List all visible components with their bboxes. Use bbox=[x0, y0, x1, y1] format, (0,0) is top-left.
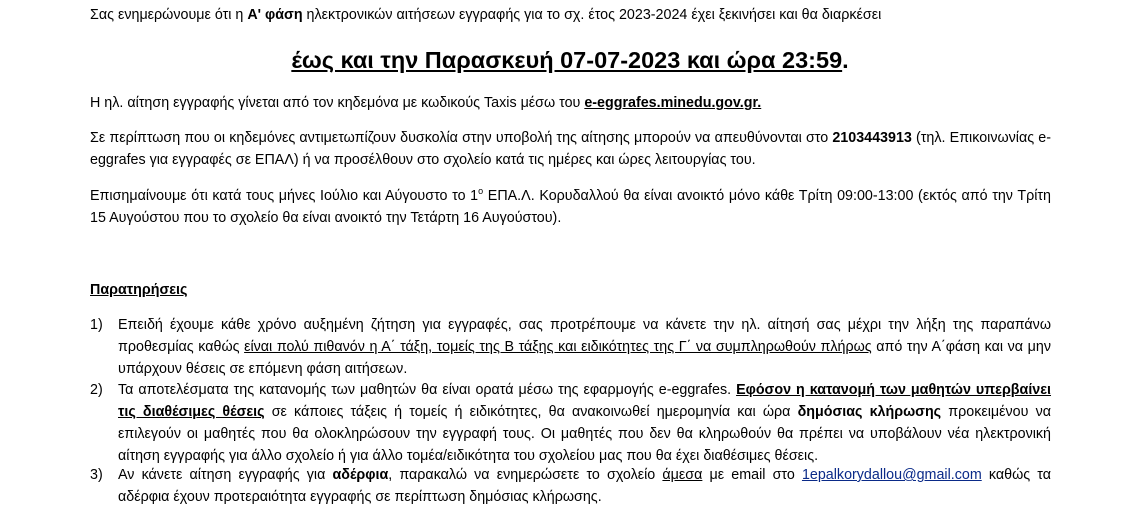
paragraph-hours-text-2: ΕΠΑ.Λ. Κορυδαλλού θα είναι ανοικτό μόνο κάθε Τρίτη 09:00-13:00 (εκτός από την Τρίτη 15 Αυγούστου που το σχολείο θα είναι ανοικτό την Τετάρτη 16 Αυγούστου). bbox=[90, 188, 1051, 226]
note-item-1 bbox=[90, 314, 1051, 380]
note-2-text-2: σε κάποιες τάξεις ή τομείς ή ειδικότητες, θα ανακοινωθεί ημερομηνία και ώρα bbox=[264, 404, 798, 420]
note-text bbox=[118, 379, 1051, 467]
note-text bbox=[118, 464, 1051, 508]
intro-phase-bold: Α' φάση bbox=[247, 7, 303, 23]
note-3-text-4: καθώς τα αδέρφια έχουν προτεραιότητα εγγραφής σε περίπτωση δημόσιας κλήρωσης. bbox=[118, 467, 1051, 505]
intro-paragraph bbox=[90, 4, 1051, 26]
note-1-text-2: από την Α΄φάση και να μην υπάρχουν θέσεις σε επόμενη φάση αιτήσεων. bbox=[118, 339, 1051, 377]
note-2-bold-underlined: Εφόσον η κατανομή των μαθητών υπερβαίνει τις διαθέσιμες θέσεις bbox=[118, 382, 1052, 420]
eggrafes-link[interactable]: e-eggrafes.minedu.gov.gr. bbox=[584, 95, 762, 111]
note-1-text-1: Επειδή έχουμε κάθε χρόνο αυξημένη ζήτηση για εγγραφές, σας προτρέπουμε να κάνετε την ηλ. αίτησή σας μέχρι την λήξη της παραπάνω προθεσμίας καθώς bbox=[118, 317, 1051, 355]
intro-text-1: Σας ενημερώνουμε ότι η bbox=[90, 7, 248, 23]
deadline-headline bbox=[0, 45, 1140, 75]
ordinal-superscript: ο bbox=[478, 186, 484, 197]
note-2-text-1: Τα αποτελέσματα της κατανομής των μαθητών θα είναι ορατά μέσω της εφαρμογής e-eggrafes. bbox=[118, 382, 737, 398]
note-number: 2) bbox=[90, 382, 103, 398]
note-1-underlined: είναι πολύ πιθανόν η Α΄ τάξη, τομείς της Β τάξης και ειδικότητες της Γ΄ να συμπληρωθούν πλήρως bbox=[244, 339, 872, 355]
paragraph-hours bbox=[90, 185, 1051, 229]
note-number: 3) bbox=[90, 467, 103, 483]
paragraph-support-text-2: (τηλ. Επικοινωνίας e-eggrafes για εγγραφές σε ΕΠΑΛ) ή να προσέλθουν στο σχολείο κατά τις ημέρες και ώρες λειτουργίας του. bbox=[90, 130, 1051, 168]
note-3-text-3: με email στο bbox=[702, 467, 802, 483]
note-3-underlined: άμεσα bbox=[662, 467, 703, 483]
paragraph-hours-text-1: Επισημαίνουμε ότι κατά τους μήνες Ιούλιο και Αύγουστο το 1 bbox=[90, 188, 479, 204]
deadline-text: έως και την Παρασκευή 07-07-2023 και ώρα 23:59 bbox=[291, 47, 843, 73]
school-email-link[interactable]: 1epalkorydallou@gmail.com bbox=[801, 467, 982, 483]
paragraph-support-text-1: Σε περίπτωση που οι κηδεμόνες αντιμετωπίζουν δυσκολία στην υποβολή της αίτησης μπορούν να απευθύνονται στο bbox=[90, 130, 833, 146]
paragraph-support bbox=[90, 127, 1051, 171]
note-text bbox=[118, 314, 1051, 380]
paragraph-application bbox=[90, 92, 1051, 114]
note-3-bold: αδέρφια bbox=[332, 467, 389, 483]
note-3-text-2: , παρακαλώ να ενημερώσετε το σχολείο bbox=[388, 467, 663, 483]
support-phone: 2103443913 bbox=[832, 130, 912, 146]
intro-text-2: ηλεκτρονικών αιτήσεων εγγραφής για το σχ. έτος 2023-2024 έχει ξεκινήσει και θα διαρκέσει bbox=[302, 7, 882, 23]
note-2-text-3: προκειμένου να επιλεγούν οι μαθητές που θα ολοκληρώσουν την εγγραφή τους. Οι μαθητές που δεν θα κληρωθούν θα πρέπει να υποβάλουν νέα ηλεκτρονική αίτηση εγγραφής για άλλο σχολείο ή για άλλο τομέα/ειδικότητα του σχολείου μας που θα έχει διαθέσιμες θέσεις. bbox=[118, 404, 1051, 464]
note-item-3 bbox=[90, 464, 1051, 508]
deadline-dot: . bbox=[842, 47, 849, 73]
paragraph-application-text: Η ηλ. αίτηση εγγραφής γίνεται από τον κηδεμόνα με κωδικούς Taxis μέσω του bbox=[90, 95, 585, 111]
note-3-text-1: Αν κάνετε αίτηση εγγραφής για bbox=[118, 467, 333, 483]
note-item-2 bbox=[90, 379, 1051, 467]
notes-title: Παρατηρήσεις bbox=[90, 282, 188, 298]
note-2-bold: δημόσιας κλήρωσης bbox=[797, 404, 942, 420]
note-number: 1) bbox=[90, 317, 103, 333]
